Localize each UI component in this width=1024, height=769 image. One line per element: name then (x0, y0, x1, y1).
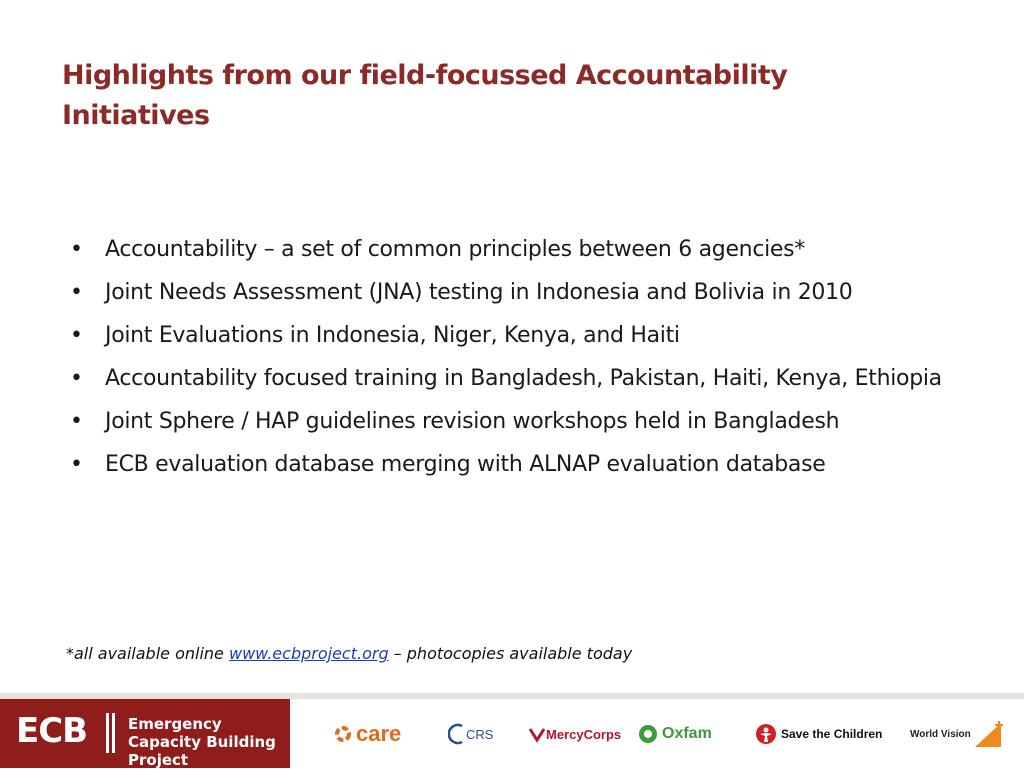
bullet-list (70, 233, 970, 491)
crs-logo-text: CRS (466, 726, 494, 742)
bullet-text: Accountability – a set of common principles between 6 agencies* (105, 237, 806, 262)
oxfam-logo (638, 712, 712, 756)
bullet-item (70, 319, 970, 353)
footnote-suffix: – photocopies available today (388, 644, 633, 663)
ecb-logo-fullname: Emergency Capacity Building Project (128, 715, 276, 769)
ecb-logo (0, 699, 290, 768)
bullet-text: Joint Evaluations in Indonesia, Niger, Kenya, and Haiti (105, 323, 680, 348)
save-the-children-icon (755, 723, 777, 745)
world-vision-logo (910, 712, 1005, 756)
bullet-item (70, 276, 970, 310)
mercycorps-logo-text: MercyCorps (546, 726, 622, 742)
bullet-text: Accountability focused training in Bangladesh, Pakistan, Haiti, Kenya, Ethiopia (105, 366, 942, 391)
care-logo (333, 712, 401, 756)
slide-title: Highlights from our field-focussed Accountability Initiatives (62, 60, 788, 131)
bullet-marker: • (70, 366, 83, 391)
save-the-children-logo-text: Save the Children (781, 727, 883, 741)
mercycorps-icon (528, 725, 546, 743)
footnote (66, 644, 632, 663)
bullet-item (70, 233, 970, 267)
bullet-item (70, 448, 970, 482)
bullet-text: Joint Sphere / HAP guidelines revision workshops held in Bangladesh (105, 409, 840, 434)
world-vision-icon (971, 719, 1005, 749)
bullet-marker: • (70, 280, 83, 305)
footnote-prefix: *all available online (66, 644, 229, 663)
bullet-text: Joint Needs Assessment (JNA) testing in Indonesia and Bolivia in 2010 (105, 280, 853, 305)
oxfam-icon (638, 724, 658, 744)
bullet-marker: • (70, 323, 83, 348)
crs-icon (448, 722, 466, 746)
bullet-item (70, 405, 970, 439)
ecbproject-link[interactable]: www.ecbproject.org (228, 644, 389, 663)
mercycorps-logo (528, 712, 621, 756)
care-icon (333, 724, 353, 744)
bullet-marker: • (70, 409, 83, 434)
save-the-children-logo (755, 712, 882, 756)
crs-logo (448, 712, 493, 756)
world-vision-logo-text: World Vision (910, 728, 971, 740)
oxfam-logo-text: Oxfam (662, 725, 712, 742)
bullet-text: ECB evaluation database merging with ALNAP evaluation database (105, 452, 826, 477)
ecb-logo-divider (106, 713, 109, 753)
bullet-item (70, 362, 970, 396)
bullet-marker: • (70, 237, 83, 262)
bullet-marker: • (70, 452, 83, 477)
ecb-logo-acronym: ECB (16, 711, 88, 751)
care-logo-text: care (356, 721, 402, 746)
ecb-logo-divider (112, 713, 115, 753)
